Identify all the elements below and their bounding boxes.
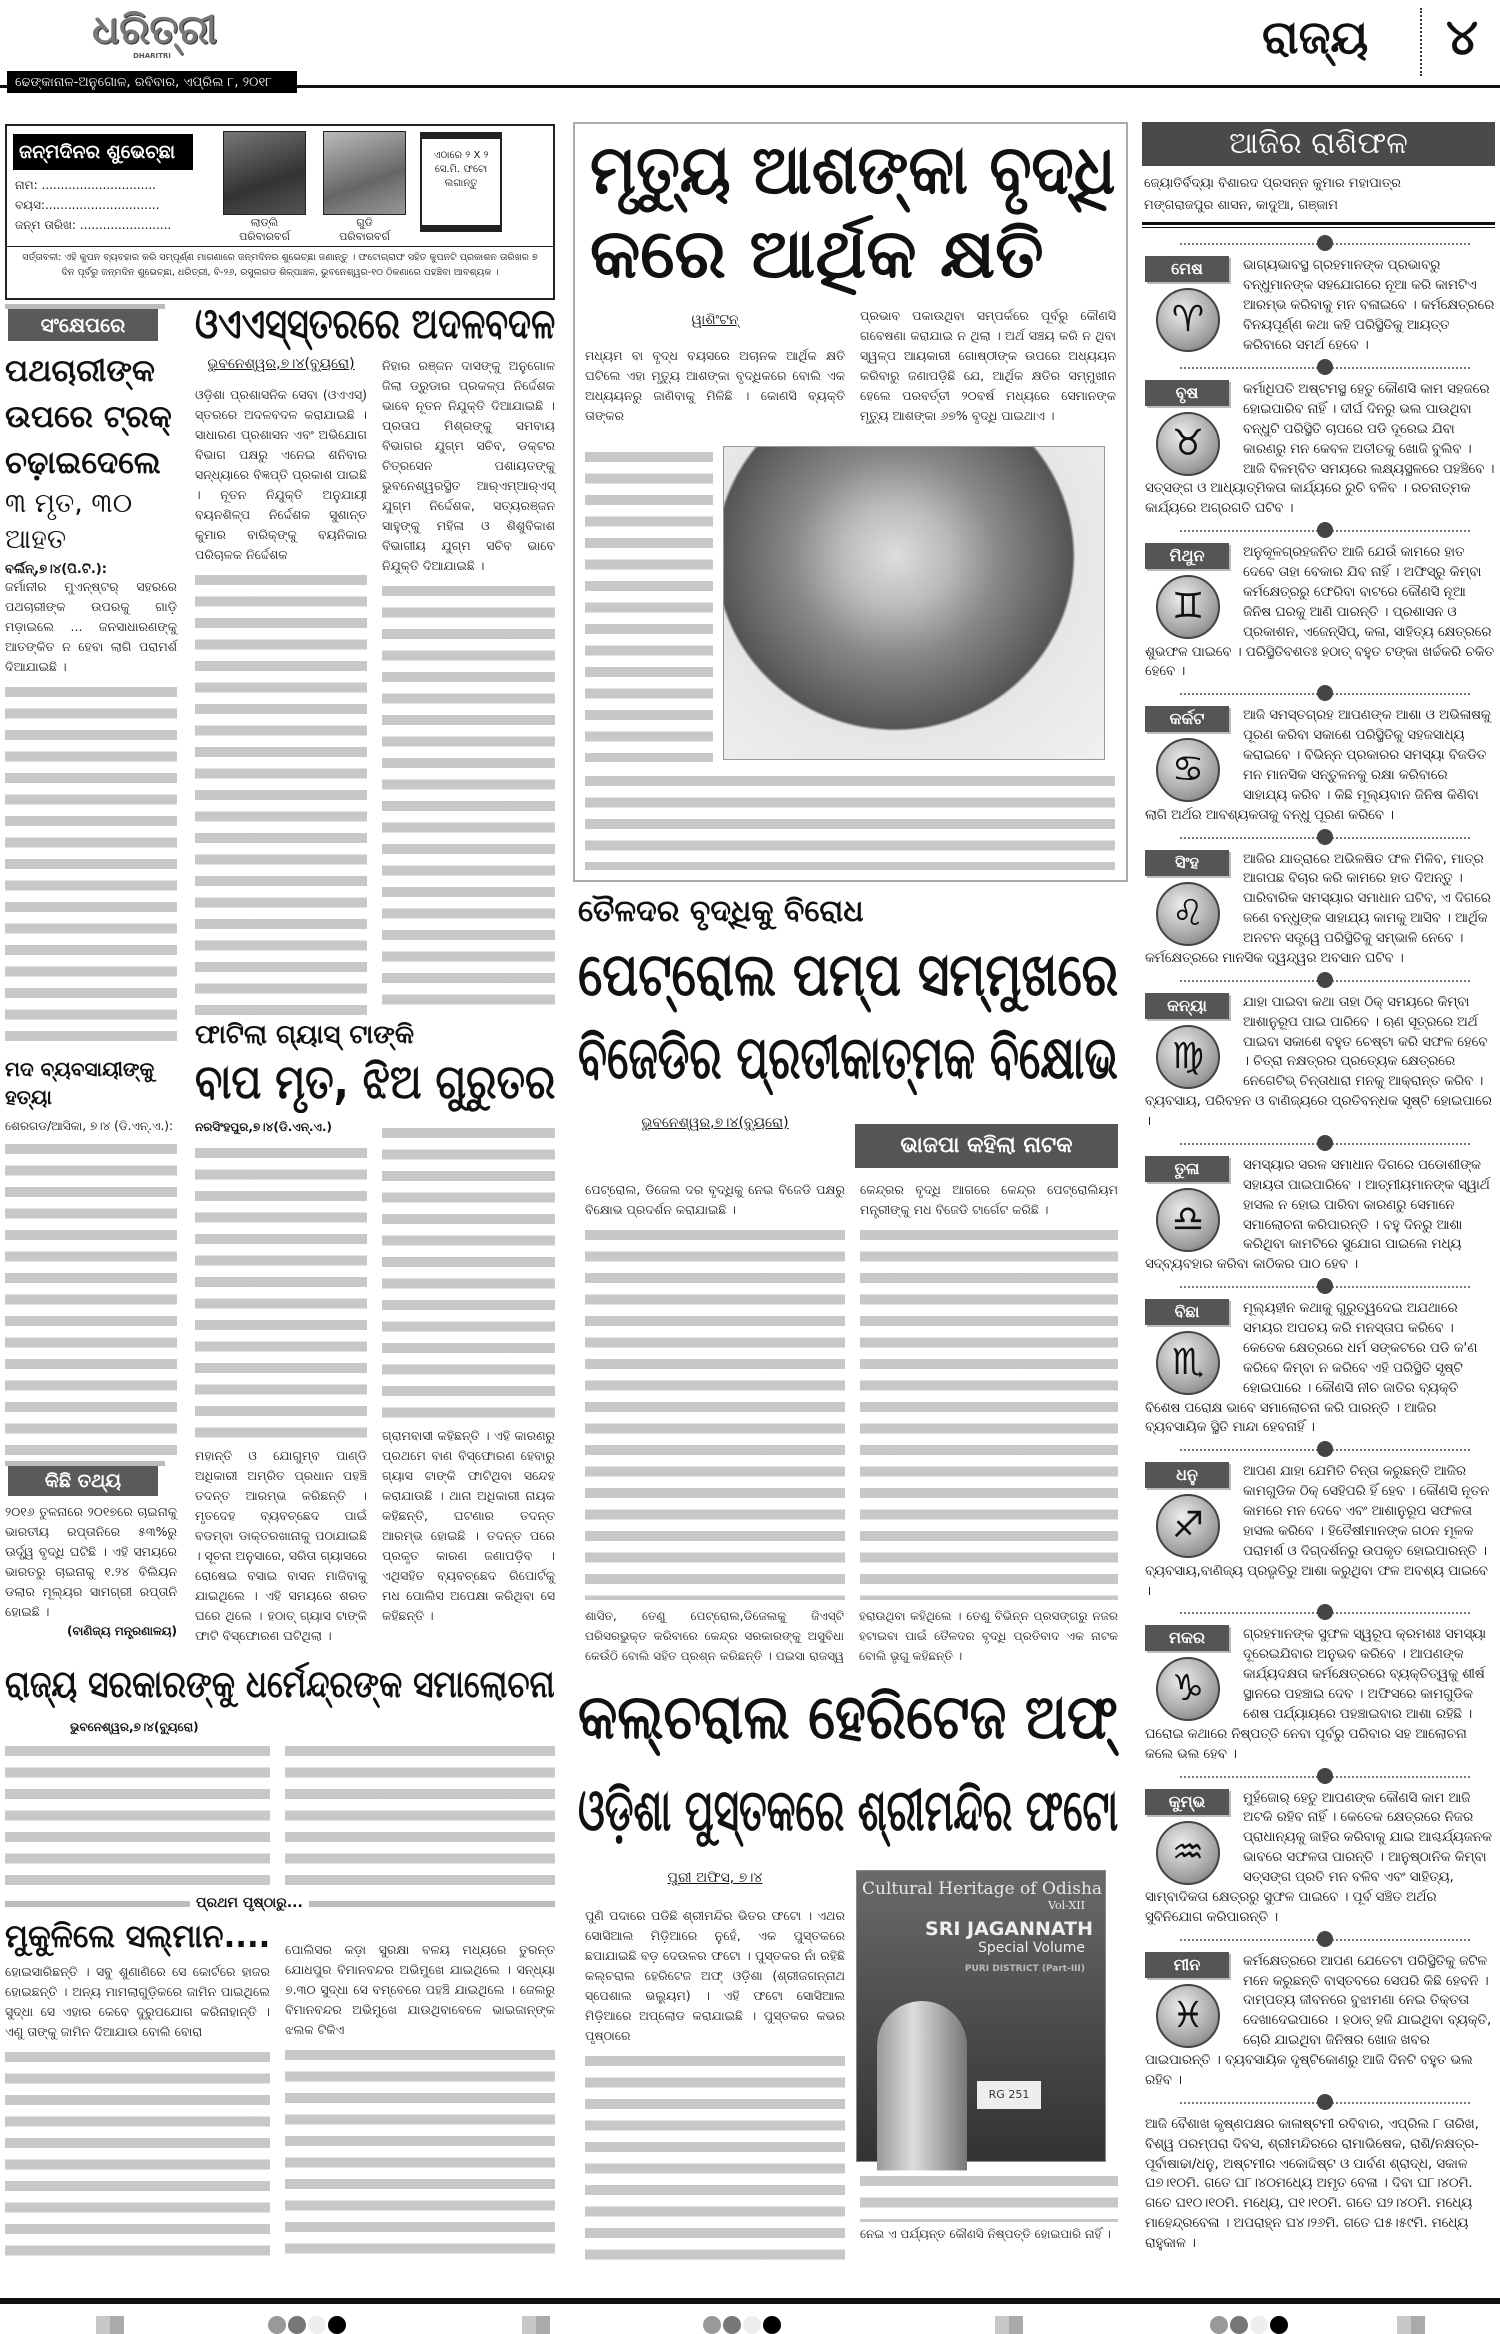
sign-prediction: ଅନୁକୂଳଗ୍ରହଜନିତ ଆଜି ଯେଉଁ କାମରେ ହାତ ଦେବେ ତାହା ବେକାର ଯିବ ନାହିଁ । ଅଫିସ୍‌ରୁ କିମ୍ବା କର୍ମକ୍ଷେତ୍ରରୁ ଫେରିବା ବାଟରେ କୌଣସି ନୂଆ ଜିନିଷ ଘରକୁ ଆଣି ପାରନ୍ତି । ପ୍ରଶାସନ ଓ ପ୍ରକାଶନ, ଏଜେନ୍ସିପ୍, କଳା, ସାହିତ୍ୟ କ୍ଷେତ୍ରରେ ଶୁଭଫଳ ପାଇବେ । ପରିସ୍ଥିତିବଶତଃ ହଠାତ୍ ବହୁତ ଟଙ୍କା ଖର୍ଚ୍ଚକରି ଚକିତ ହେବେ । [1145, 545, 1494, 680]
text-lines [860, 2170, 1118, 2222]
book-cover-photo [856, 1870, 1106, 2162]
sign-prediction: ଯାହା ପାଇବା କଥା ତାହା ଠିକ୍ ସମୟରେ କିମ୍ବା ଆଶାନୁରୂପ ପାଇ ପାରିବେ । ଋଣ ସୂତ୍ରରେ ଅର୍ଥ ପାଇବା ସକାଶେ ବହୁତ ଚେଷ୍ଟା କରି ସଫଳ ହେବେ । ଚିତ୍ରା ନକ୍ଷତ୍ରର ପ୍ରତ୍ୟେକ କ୍ଷେତ୍ରରେ ନେଗେଟିଭ୍ ଚିନ୍ତାଧାରା ମନକୁ ଆକ୍ରାନ୍ତ କରିବ । ବ୍ୟବସାୟ, ପରିବହନ ଓ ବାଣିଜ୍ୟରେ ପ୍ରତିବନ୍ଧକ ସୃଷ୍ଟି ହୋଇପାରେ । [1145, 994, 1492, 1129]
sign-name: ସିଂହ [1145, 850, 1229, 876]
photo-caption: ପରିବାରବର୍ଗ [339, 230, 390, 243]
sign-badge [1145, 256, 1237, 354]
photo-name: ଗୁଡି [356, 216, 373, 229]
salman-headline: ମୁକୁଳିଲେ ସଲ୍‌ମାନ.... [5, 1917, 271, 1955]
birthday-title: ଜନ୍ମଦିନର ଶୁଭେଚ୍ଛା [19, 141, 176, 163]
horoscope-sign [1145, 993, 1495, 1132]
brief-subhead: ୩ ମୃତ, ୩୦ ଆହତ [5, 488, 133, 555]
sign-divider [1145, 519, 1495, 543]
rajya-body-col1 [5, 1740, 270, 1890]
sign-divider [1145, 1132, 1495, 1156]
heritage-body: ନେଇ ଏ ପର୍ଯ୍ୟନ୍ତ କୌଣସି ନିଷ୍ପତ୍ତି ହୋଇପାରି ନାହିଁ । [860, 2227, 1111, 2241]
horoscope-sign [1145, 1156, 1495, 1275]
cancer-icon: ♋ [1156, 738, 1220, 802]
section-divider [1420, 8, 1422, 76]
sign-badge [1145, 993, 1237, 1091]
rashifal-author: ଜ୍ୟୋତିର୍ବିଦ୍ୟା ବିଶାରଦ ପ୍ରସନ୍ନ କୁମାର ମହାପାତ୍ର [1144, 176, 1401, 191]
salman-body-col1 [5, 1962, 270, 2265]
sign-name: କୁମ୍ଭ [1145, 1789, 1229, 1815]
text-lines [382, 580, 555, 1015]
petrol-body-tail: ଶାସିତ, ତେଣୁ ପେଟ୍ରୋଲ,ଡିଜେଲକୁ ଜିଏସ୍‌ଟି ପରିସରଭୁକ୍ତ କରିବାରେ କେନ୍ଦ୍ର ସରକାରଙ୍କୁ ଅସୁବିଧା କେଉଁଠି ବୋଲି ସହିତ ପ୍ରଶ୍ନ କରିଛନ୍ତି । ପଇସା ରାଜସ୍ୱ ହରାଉଥିବା କହିଥିଲେ । ତେଣୁ ବିଭିନ୍ନ ପ୍ରସଙ୍ଗରୁ ନଜର ହଟାଇବା ପାଇଁ ତୈଳଦର ବୃଦ୍ଧି ପ୍ରତିବାଦ ଏକ ନାଟକ ବୋଲି ଭୃଗୁ କହିଛନ୍ତି । [585, 1609, 1118, 1663]
gas-body-col2 [382, 1122, 555, 1632]
oas-body-col2 [382, 356, 555, 1015]
library-tag: RG 251 [977, 2081, 1041, 2109]
coupon-terms: ସର୍ତ୍ତାବଳୀ: ଏହି କୁପନ ବ୍ୟବହାର କରି ସମ୍ପୂର୍ଣ୍ଣ ମାଗଣାରେ ଜନ୍ମଦିନର ଶୁଭେଚ୍ଛା ଜଣାନ୍ତୁ । ଫଟୋଗ୍ରାଫ ସହିତ କୁପନଟି ପ୍ରକାଶନ ତାରିଖର ୭ ଦିନ ପୂର୍ବରୁ ଜନ୍ମଦିନ ଶୁଭେଚ୍ଛା, ଧରିତ୍ରୀ, ବି-୨୬, ରସୁଲଗଡ ଶିଳ୍ପାଞ୍ଚଳ, ଭୁବନେଶ୍ୱର-୧୦ ଠିକଣାରେ ପହଞ୍ଚିବା ଆବଶ୍ୟକ । [7, 246, 553, 298]
bjp-reaction-label [855, 1124, 1118, 1168]
petrol-body-col1 [585, 1180, 845, 1600]
temple-image [877, 2001, 967, 2171]
divider-dot [1317, 972, 1333, 988]
divider-dot [1317, 2094, 1333, 2110]
divider-dot [1317, 685, 1333, 701]
facts-label [8, 1466, 158, 1496]
photo-caption: ପରିବାରବର୍ଗ [239, 230, 290, 243]
heritage-byline: ପୁରୀ ଅଫିସ, ୭।୪ [667, 1870, 763, 1886]
registration-dot [308, 2316, 326, 2334]
text-lines [585, 1224, 845, 1600]
footer-rule [0, 2298, 1500, 2304]
logo-latin: DHARITRI [133, 52, 171, 60]
gas-headline: ବାପ ମୃତ, ଝିଅ ଗୁରୁତର [195, 1054, 556, 1110]
book-title: Cultural Heritage of Odisha [862, 1879, 1103, 1899]
petrol-body-col2 [860, 1180, 1118, 1600]
divider-dot [1317, 1135, 1333, 1151]
sign-name: ମେଷ [1145, 256, 1229, 282]
brief-headline: ପଥଚାରୀଙ୍କ ଉପରେ ଟ୍ରକ୍ ଚଢ଼ାଇଦେଲେ [5, 353, 172, 481]
divider-dot [1317, 1931, 1333, 1947]
registration-dot [1210, 2316, 1228, 2334]
petrol-headline-line1: ପେଟ୍ରୋଲ ପମ୍ପ ସମ୍ମୁଖରେ [578, 940, 1119, 1010]
book-subtitle: SRI JAGANNATH [925, 1918, 1093, 1940]
sign-name: ମୀନ [1145, 1952, 1229, 1978]
sign-divider [1145, 1601, 1495, 1625]
page-number: ୪ [1445, 8, 1479, 66]
capricorn-icon: ♑ [1156, 1657, 1220, 1721]
placeholder-text: ଏଠାରେ ୨ X ୨ ସେ.ମି. ଫଟୋ ଲଗାନ୍ତୁ [433, 150, 489, 189]
aries-icon: ♈ [1156, 288, 1220, 352]
book-district: PURI DISTRICT (Part-III) [964, 1964, 1085, 1974]
dob-field[interactable]: ଜନ୍ମ ତାରିଖ: ........................ [15, 218, 172, 232]
sign-prediction: ଆଜିର ଯାତ୍ରାରେ ଅଭିଳଷିତ ଫଳ ମିଳିବ, ମାତ୍ର ଆଗପଛ ବିଚାର କରି କାମରେ ହାତ ଦିଅନ୍ତୁ । ପାରିବାରିକ ସମସ୍ୟାର ସମାଧାନ ଘଟିବ, ଏ ଦିଗରେ ଜଣେ ବନ୍ଧୁଙ୍କ ସାହାଯ୍ୟ କାମକୁ ଆସିବ । ଆର୍ଥିକ ଅନଟନ ସତ୍ତ୍ୱେ ପରିସ୍ଥିତିକୁ ସମ୍ଭାଳି ନେବେ । କର୍ମକ୍ଷେତ୍ରରେ ମାନସିକ ଦ୍ୱନ୍ଦ୍ୱର ଅବସାନ ଘଟିବ । [1145, 851, 1491, 966]
brief-body: ଜର୍ମାନୀର ମୁଏନ୍‌ଷ୍ଟର୍ ସହରରେ ପଥଚାରୀଙ୍କ ଉପରକୁ ଗାଡ଼ି ମଡ଼ାଇଲେ ... ଜନସାଧାରଣଙ୍କୁ ଆତଙ୍କିତ ନ ହେବା ଲାଗି ପରାମର୍ଶ ଦିଆଯାଇଛି । [5, 579, 177, 674]
sign-badge [1145, 1462, 1237, 1560]
petrol-kicker: ତୈଳଦର ବୃଦ୍ଧିକୁ ବିରୋଧ [578, 894, 864, 929]
heritage-headline-line1: କଲ୍‌ଚରାଲ ହେରିଟେଜ ଅଫ୍ [578, 1680, 1118, 1753]
oas-byline: ଭୁବନେଶ୍ୱର,୭।୪(ବ୍ୟୁରୋ) [207, 356, 355, 372]
sign-name: କର୍କଟ [1145, 706, 1229, 732]
oas-body: ନିହାର ରଞ୍ଜନ ଦାସଙ୍କୁ ଅନୁଗୋଳ ଜିଲା ଡ୍ରୁଡାର ପ୍ରକଳ୍ପ ନିର୍ଦ୍ଦେଶକ ଭାବେ ନୂତନ ନିଯୁକ୍ତି ଦିଆଯାଇଛି । ପ୍ରତାପ ମିଶ୍ରଙ୍କୁ ସମବାୟ ବିଭାଗର ଯୁଗ୍ମ ସଚିବ, ଡକ୍ଟର ଚିତ୍ରସେନ ପଶାୟତଙ୍କୁ ଭୁବନେଶ୍ୱରସ୍ଥିତ ଆର୍‌ଏମ୍‌ଆର୍‌ଏସ୍ ଯୁଗ୍ମ ନିର୍ଦ୍ଦେଶକ, ସତ୍ୟରଞ୍ଜନ ସାହୁଙ୍କୁ ମହିଳା ଓ ଶିଶୁବିକାଶ ବିଭାଗୀୟ ଯୁଗ୍ମ ସଚିବ ଭାବେ ନିଯୁକ୍ତି ଦିଆଯାଇଛି । [382, 358, 555, 573]
birthday-title-box [13, 134, 193, 170]
scorpio-icon: ♏ [1156, 1331, 1220, 1395]
facts-source: (ବାଣିଜ୍ୟ ମନ୍ତ୍ରଣାଳୟ) [66, 1624, 177, 1638]
divider-dot [1317, 1768, 1333, 1784]
age-field[interactable]: ବୟସ:.............................. [15, 198, 160, 212]
facts-body: ୨୦୧୬ ତୁଳନାରେ ୨୦୧୭ରେ ଚାଇନାକୁ ଭାରତୀୟ ରପ୍ତାନିରେ ୫୩%ରୁ ଊର୍ଦ୍ଧ୍ୱ ବୃଦ୍ଧି ଘଟିଛି । ଏହି ସମୟରେ ଭାରତରୁ ଚାଇନାକୁ ୧.୨୪ ବିଲିୟନ ଡଲାର ମୂଲ୍ୟର ସାମଗ୍ରୀ ରପ୍ତାନି ହୋଇଛି । [5, 1504, 177, 1619]
registration-dot [763, 2316, 781, 2334]
horoscope-sign [1145, 850, 1495, 969]
rashifal-signs [1145, 232, 1495, 2254]
horoscope-sign [1145, 380, 1495, 519]
book-edition: Special Volume [978, 1940, 1085, 1956]
petrol-body: କେନ୍ଦ୍ରର ବୃଦ୍ଧି ଆଗରେ କେନ୍ଦ୍ର ପେଟ୍ରୋଲିୟମ ମନ୍ତ୍ରୀଙ୍କୁ ମଧ ବିଜେଡି ଟାର୍ଗେଟ କରିଛି । [860, 1182, 1118, 1217]
sign-divider [1145, 1438, 1495, 1462]
mortality-body: ମଧ୍ୟମ ବା ବୃଦ୍ଧ ବୟସରେ ଅଚାନକ ଆର୍ଥିକ କ୍ଷତି ଘଟିଲେ ଏହା ମୃତ୍ୟୁ ଆଶଙ୍କା ବୃଦ୍ଧିକରେ ବୋଲି ଏକ ଅଧ୍ୟୟନରୁ ଜାଣିବାକୁ ମିଳିଛି । କୋଣସି ବ୍ୟକ୍ତି ତାଙ୍କର [585, 348, 845, 423]
horoscope-sign [1145, 1789, 1495, 1928]
sign-divider [1145, 1928, 1495, 1952]
rashifal-double-rule [1142, 222, 1495, 228]
sagittarius-icon: ♐ [1156, 1494, 1220, 1558]
rashifal-address: ମଙ୍ଗରାଜପୁର ଶାସନ, କାଦୁଆ, ଗଞ୍ଜାମ [1144, 198, 1338, 213]
sign-prediction: କର୍ମାଧିପତି ଅଷ୍ଟମସ୍ଥ ହେତୁ କୌଣସି କାମ ସହଜରେ ହୋଇପାରିବ ନାହିଁ । ଦୀର୍ଘ ଦିନରୁ ଭଲ ପାଉଥିବା ବନ୍ଧୁଟି ପରିସ୍ଥିତି ଚାପରେ ପଡି ଦୂରେଇ ଯିବା କାରଣରୁ ମନ କେବଳ ଅତୀତକୁ ଖୋଜି ବୁଲିବ । ଆଜି ବିଳମ୍ବିତ ସମୟରେ ଲକ୍ଷ୍ୟସ୍ଥଳରେ ପହଞ୍ଚିବେ । ସତ୍‌ସଙ୍ଗ ଓ ଆଧ୍ୟାତ୍ମିକତା କାର୍ଯ୍ୟରେ ରୁଚି ବଳିବ । ରଚନାତ୍ମକ କାର୍ଯ୍ୟରେ ଅଗ୍ରଗତି ଘଟିବ । [1145, 382, 1495, 517]
petrol-headline-line2: ବିଜେଡିର ପ୍ରତୀକାତ୍ମକ ବିକ୍ଷୋଭ [578, 1023, 1118, 1093]
rajya-headline: ରାଜ୍ୟ ସରକାରଙ୍କୁ ଧର୍ମେନ୍ଦ୍ରଙ୍କ ସମାଲୋଚନା [5, 1662, 555, 1706]
sign-prediction: ଗ୍ରହମାନଙ୍କ ସୁଫଳ ସ୍ୱରୂପ କ୍ରମଶଃ ସମସ୍ୟା ଦୂରେଇଯିବାର ଅନୁଭବ କରିବେ । ଆପଣଙ୍କ କାର୍ଯ୍ୟଦକ୍ଷତା କର୍ମକ୍ଷେତ୍ରରେ ବ୍ୟକ୍ତିତ୍ୱକୁ ଶୀର୍ଷ ସ୍ଥାନରେ ପହଞ୍ଚାଇ ଦେବ । ଅଫିସରେ କାମଗୁଡିକ ଶେଷ ପର୍ଯ୍ୟାୟରେ ପହଞ୍ଚାଇବାର ଆଶା ରହିଛି । ଘରୋଇ କଥାରେ ନିଷ୍ପତ୍ତି ନେବା ପୂର୍ବରୁ ପରିବାର ସହ ଆଲୋଚନା କଲେ ଭଲ ହେବ । [1145, 1627, 1487, 1762]
divider-dot [1317, 829, 1333, 845]
mortality-body-col2 [860, 306, 1116, 426]
sign-badge [1145, 1156, 1237, 1254]
heritage-body-col2 [860, 2170, 1118, 2266]
text-lines [195, 1142, 367, 1442]
divider-dot [1317, 1441, 1333, 1457]
rashifal-title: ଆଜିର ରାଶିଫଳ [1229, 126, 1408, 161]
text-lines [5, 681, 177, 1048]
gas-body-col1 [195, 1142, 368, 1643]
book-volume: Vol-XII [1048, 1899, 1085, 1912]
registration-dot [268, 2316, 286, 2334]
registration-dot [743, 2316, 761, 2334]
sign-divider [1145, 826, 1495, 850]
virgo-icon: ♍ [1156, 1025, 1220, 1089]
sign-name: ତୁଳା [1145, 1156, 1229, 1182]
aquarius-icon: ♒ [1156, 1821, 1220, 1885]
edition-date-bar [7, 71, 297, 93]
mortality-byline: ୱାଶିଂଟନ୍ [691, 312, 739, 328]
text-lines [195, 569, 367, 1015]
sign-name: ଧନୁ [1145, 1462, 1229, 1488]
birthday-coupon [5, 124, 555, 300]
facts-box [5, 1502, 177, 1652]
gemini-icon: ♊ [1156, 575, 1220, 639]
salman-body: ହୋଇସାରିଛନ୍ତି । ସବୁ ଶୁଣାଣିରେ ସେ କୋର୍ଟରେ ହାଜର ହୋଇଛନ୍ତି । ଅନ୍ୟ ମାମଲାଗୁଡ଼ିକରେ ଜାମିନ ପାଇଥିଲେ ସୁଦ୍ଧା ସେ ଏହାର କେବେ ଦୁରୁପଯୋଗ କରିନାହାନ୍ତି । ଏଣୁ ତାଙ୍କୁ ଜାମିନ ଦିଆଯାଉ ବୋଲି ବୋରା [5, 1964, 270, 2039]
text-lines [285, 2044, 555, 2265]
divider-dot [1317, 235, 1333, 251]
oas-body: ଓଡ଼ିଶା ପ୍ରଶାସନିକ ସେବା (ଓଏଏସ୍) ସ୍ତରରେ ଅଦଳବଦଳ କରାଯାଇଛି । ସାଧାରଣ ପ୍ରଶାସନ ଏବଂ ଅଭିଯୋଗ ବିଭାଗ ପକ୍ଷରୁ ଏନେଇ ଶନିବାର ସନ୍ଧ୍ୟାରେ ବିଜ୍ଞପ୍ତି ପ୍ରକାଶ ପାଇଛି । ନୂତନ ନିଯୁକ୍ତି ଅନୁଯାୟୀ ବୟନଶିଳ୍ପ ନିର୍ଦ୍ଦେଶକ ସୁଶାନ୍ତ କୁମାର ବାରିକ୍‌ଙ୍କୁ ବୟନିକାର ପରିଚାଳକ ନିର୍ଦ୍ଦେଶକ [195, 387, 367, 562]
facts-label-text: କିଛି ତଥ୍ୟ [44, 1470, 122, 1492]
sign-divider [1145, 232, 1495, 256]
registration-dot [1250, 2316, 1268, 2334]
briefs-label [8, 309, 158, 341]
horoscope-sign [1145, 1625, 1495, 1764]
stressed-man-photo [723, 446, 1105, 760]
mortality-headline-line1: ମୃତ୍ୟୁ ଆଶଙ୍କା ବୃଦ୍ଧି [590, 131, 1116, 210]
section-title: ରାଜ୍ୟ [1262, 10, 1369, 64]
registration-square [995, 2316, 1023, 2334]
briefs-label-text: ସଂକ୍ଷେପରେ [40, 313, 126, 337]
sign-badge [1145, 1625, 1237, 1723]
sign-prediction: କର୍ମକ୍ଷେତ୍ରରେ ଆପଣ ଯେତେଟା ପରିସ୍ଥିତିକୁ ଜଟିଳ ମନେ କରୁଛନ୍ତି ବାସ୍ତବରେ ସେପରି କିଛି ହେବନି । ଦାମ୍ପତ୍ୟ ଜୀବନରେ ବୁଝାମଣା ନେଇ ତିକ୍ତତା ଦେଖାଦେଇପାରେ । ହଠାତ୍ ହଜି ଯାଇଥିବା ବ୍ୟକ୍ତି, ଚୋରି ଯାଇଥିବା ଜିନିଷର ଖୋଜ ଖବର ପାଇପାରନ୍ତି । ବ୍ୟବସାୟିକ ଦୃଷ୍ଟିକୋଣରୁ ଆଜି ଦିନଟି ବହୁତ ଭଲ ରହିବ । [1145, 1953, 1492, 2088]
horoscope-sign [1145, 256, 1495, 356]
heritage-headline-line2: ଓଡ଼ିଶା ପୁସ୍ତକରେ ଶ୍ରୀମନ୍ଦିର ଫଟୋ [578, 1776, 1119, 1844]
sign-name: କନ୍ୟା [1145, 993, 1229, 1019]
petrol-body: ପେଟ୍ରୋଲ, ଡିଜେଲ ଦର ବୃଦ୍ଧିକୁ ନେଇ ବିଜେଡି ପକ୍ଷରୁ ବିକ୍ଷୋଭ ପ୍ରଦର୍ଶନ କରାଯାଇଛି । [585, 1182, 845, 1217]
petrol-byline: ଭୁବନେଶ୍ୱର,୭।୪(ବ୍ୟୁରୋ) [641, 1115, 789, 1131]
salman-body-col2 [285, 1940, 555, 2265]
sign-divider [1145, 2091, 1495, 2115]
name-field[interactable]: ନାମ: .............................. [15, 178, 156, 192]
sign-prediction: ଭାଗ୍ୟଭାବସ୍ଥ ଗ୍ରହମାନଙ୍କ ପ୍ରଭାବରୁ ବନ୍ଧୁମାନଙ୍କ ସହଯୋଗରେ ନୂଆ କରି କାମଟିଏ ଆରମ୍ଭ କରିବାକୁ ମନ ବଳାଇବେ । କର୍ମକ୍ଷେତ୍ରରେ ବିନୟପୂର୍ଣ୍ଣ କଥା କହି ପରିସ୍ଥିତିକୁ ଆୟତ୍ତ କରିବାରେ ସମର୍ଥ ହେବେ । [1243, 258, 1495, 353]
bjp-reaction-text: ଭାଜପା କହିଲା ନାଟକ [900, 1133, 1073, 1158]
registration-dot [723, 2316, 741, 2334]
child-photo [223, 131, 306, 215]
text-lines [585, 2050, 845, 2266]
sign-divider [1145, 969, 1495, 993]
panchang-text: ଆଜି ବୈଶାଖ କୃଷ୍ଣପକ୍ଷର କାଳାଷ୍ଟମୀ ରବିବାର, ଏପ୍ରିଲ ୮ ତାରିଖ, ବିଶ୍ୱ ପରମ୍ପରା ଦିବସ, ଶ୍ରୀମନ୍ଦିରରେ ରାମାଭିଷେକ, ରାଶି/ନକ୍ଷତ୍ର- ପୂର୍ବାଷାଢା/ଧନୁ, ଅଷ୍ଟମୀର ଏକୋଦ୍ଦିଷ୍ଟ ଓ ପାର୍ବଣ ଶ୍ରାଦ୍ଧ, ସକାଳ ଘ୭।୧୦ମି. ଗତେ ଘ୮।୪୦ମଧ୍ୟେ ଅମୃତ ବେଳା । ଦିବା ଘ୮।୪୦ମି. ଗତେ ଘ୧୦।୧୦ମି. ମଧ୍ୟେ, ଘ୧।୧୦ମି. ଗତେ ଘ୨।୪୦ମି. ମଧ୍ୟେ ମାହେନ୍ଦ୍ରବେଳା । ଅପରାହ୍ନ ଘ୪।୨୬ମି. ଗତେ ଘ୫।୫୯ମି. ମଧ୍ୟେ ରାହୁକାଳ । [1145, 2116, 1479, 2251]
brief-story-truck [5, 348, 177, 1048]
registration-square [1397, 2316, 1425, 2334]
sign-badge [1145, 1299, 1237, 1397]
text-lines [860, 1224, 1118, 1600]
text-lines [5, 2046, 270, 2265]
mortality-headline-line2: କରେ ଆର୍ଥିକ କ୍ଷତି [590, 215, 1044, 294]
child-photo [323, 131, 406, 215]
sign-badge [1145, 850, 1237, 948]
sign-badge [1145, 543, 1237, 641]
sign-badge [1145, 380, 1237, 478]
sign-divider [1145, 1765, 1495, 1789]
gas-kicker: ଫାଟିଲା ଗ୍ୟାସ୍ ଟାଙ୍କି [195, 1020, 415, 1050]
horoscope-sign [1145, 543, 1495, 682]
divider-dot [1317, 1604, 1333, 1620]
gas-body: ମହାନ୍ତି ଓ ଯୋଗୁମ୍ବ ପାଣ୍ଡି ଅଧିକାରୀ ଅମ୍ରିତ ପ୍ରଧାନ ପହଞ୍ଚି ତଦନ୍ତ ଆରମ୍ଭ କରିଛନ୍ତି । ମୃତଦେହ ବ୍ୟବଚ୍ଛେଦ ପାଇଁ ବଡମ୍ବା ଡାକ୍ତରଖାନାକୁ ପଠାଯାଇଛି । ସୂଚନା ଅନୁସାରେ, ସରିତା ଗ୍ୟାସରେ ରୋଷେଇ ବସାଇ ବାସନ ମାଜିବାକୁ ଯାଇଥିଲେ । ଏହି ସମୟରେ ଶରତ ଘରେ ଥିଲେ । ହଠାତ୍ ଗ୍ୟାସ ଟାଙ୍କି ଫାଟି ବିସ୍ଫୋରଣ ଘଟିଥିଲା । [195, 1448, 368, 1643]
sign-prediction: ମୂଲ୍ୟହୀନ କଥାକୁ ଗୁରୁତ୍ୱଦେଇ ଅଯଥାରେ ସମୟର ଅପଚୟ କରି ମନସ୍ତାପ କରିବେ । କେତେକ କ୍ଷେତ୍ରରେ ଧର୍ମ ସଙ୍କଟରେ ପଡି କ'ଣ କରିବେ କିମ୍ବା ନ କରିବେ ଏହି ପରିସ୍ଥିତି ସୃଷ୍ଟି ହୋଇପାରେ । କୌଣସି ନୀଚ ଜାତିର ବ୍ୟକ୍ତି ବିଶେଷ ପରୋକ୍ଷ ଭାବେ ସମାଲୋଚନା କରି ପାରନ୍ତି । ଆଜିର ବ୍ୟବସାୟିକ ସ୍ଥିତି ମାନ୍ଦା ହେବନାହିଁ । [1145, 1301, 1478, 1436]
divider-dot [1317, 359, 1333, 375]
registration-dot [328, 2316, 346, 2334]
heritage-body-col1 [585, 1906, 845, 2266]
rashifal-header [1142, 122, 1495, 166]
gas-body: ଗ୍ରାମବାସୀ କହିଛନ୍ତି । ଏହି କାରଣରୁ ପ୍ରଥମେ ବାଣ ବିସ୍ଫୋରଣ ହେବାରୁ ଗ୍ୟାସ ଟାଙ୍କି ଫାଟିଥିବା ସନ୍ଦେହ କରାଯାଉଛି । ଥାନା ଅଧିକାରୀ ନାୟକ କହିଛନ୍ତି, ଘଟଣାର ତଦନ୍ତ ଆରମ୍ଭ ହୋଇଛି । ତଦନ୍ତ ପରେ ପ୍ରକୃତ କାରଣ ଜଣାପଡ଼ିବ । ଏଥିସହିତ ବ୍ୟବଚ୍ଛେଦ ରିପୋର୍ଟକୁ ମଧ ପୋଲିସ ଅପେକ୍ଷା କରିଥିବା ସେ କହିଛନ୍ତି । [382, 1428, 555, 1623]
sign-badge [1145, 706, 1237, 804]
brief-dateline: ଶେରଗଡ/ଆସିକା, ୭।୪ (ଡି.ଏନ୍.ଏ.): [5, 1119, 173, 1133]
mortality-body: ପ୍ରଭାବ ପକାଉଥିବା ସମ୍ପର୍କରେ ପୂର୍ବରୁ କୌଣସି ଗବେଷଣା କରାଯାଇ ନ ଥିଲା । ଅର୍ଥ ସଞ୍ଚୟ କରି ନ ଥିବା ସ୍ୱଳ୍ପ ଆୟକାରୀ ଗୋଷ୍ଠୀଙ୍କ ଉପରେ ଅଧ୍ୟୟନ କରିବାରୁ ଜଣାପଡ଼ିଛି ଯେ, ଆର୍ଥିକ କ୍ଷତିର ସମ୍ମୁଖୀନ ହେଲେ ପରବର୍ତ୍ତୀ ୨୦ବର୍ଷ ମଧ୍ୟରେ ସେମାନଙ୍କ ମୃତ୍ୟୁ ଆଶଙ୍କା ୬୭% ବୃଦ୍ଧି ପାଇଥାଏ । [860, 308, 1116, 423]
sign-prediction: ଆଜି ସମସ୍ତଗ୍ରହ ଆପଣଙ୍କ ଆଶା ଓ ଅଭିଳାଷକୁ ପୂରଣ କରିବା ସକାଶେ ପରିସ୍ଥିତିକୁ ସହଜସାଧ୍ୟ କରାଇବେ । ବିଭିନ୍ନ ପ୍ରକାରର ସମସ୍ୟା ବିଜଡିତ ମନ ମାନସିକ ସନ୍ତୁଳନକୁ ରକ୍ଷା କରିବାରେ ସାହାଯ୍ୟ କରିବ । କିଛି ମୂଲ୍ୟବାନ ଜିନିଷ କିଣିବା ଲାଗି ଅର୍ଥର ଆବଶ୍ୟକତାକୁ ବନ୍ଧୁ ପୂରଣ କରିବେ । [1145, 708, 1491, 823]
oas-body-col1 [195, 385, 367, 1015]
oas-headline: ଓଏଏସ୍‌ସ୍ତରରେ ଅଦଳବଦଳ [195, 299, 556, 348]
text-lines [382, 1122, 555, 1422]
registration-dot [1230, 2316, 1248, 2334]
divider-dot [1317, 1278, 1333, 1294]
horoscope-sign [1145, 1462, 1495, 1601]
sign-badge [1145, 1952, 1237, 2050]
rajya-body-col2 [285, 1740, 555, 1890]
sign-divider [1145, 682, 1495, 706]
brief-dateline: ବର୍ଲିନ୍,୭।୪(ପି.ଟି.): [5, 562, 107, 577]
registration-dot [1270, 2316, 1288, 2334]
pisces-icon: ♓ [1156, 1984, 1220, 2048]
horoscope-sign [1145, 1952, 1495, 2091]
taurus-icon: ♉ [1156, 412, 1220, 476]
registration-square [96, 2316, 124, 2334]
registration-dot [288, 2316, 306, 2334]
continued-label: ପ୍ରଥମ ପୃଷ୍ଠାରୁ... [190, 1894, 309, 1912]
mortality-body-bottom [585, 770, 1115, 870]
sign-prediction: ସମସ୍ୟାର ସରଳ ସମାଧାନ ଦିଗରେ ପଡୋଶୀଙ୍କ ସହାୟତା ପାଇପାରିବେ । ଆତ୍ମୀୟମାନଙ୍କ ସ୍ୱାର୍ଥ ହାସଲ ନ ହୋଇ ପାରିବା କାରଣରୁ ସେମାନେ ସମାଲୋଚନା କରିପାରନ୍ତି । ବହୁ ଦିନରୁ ଆଶା କରିଥିବା କାମଟିରେ ସୁଯୋଗ ପାଇଲେ ମଧ୍ୟ ସଦ୍‌ବ୍ୟବହାର କରିବା କାଠିକର ପାଠ ହେବ । [1145, 1157, 1490, 1273]
heritage-body: ପୁଣି ପଦାରେ ପଡିଛି ଶ୍ରୀମନ୍ଦିର ଭିତର ଫଟୋ । ଏଥର ସୋସିଆଲ ମିଡ଼ିଆରେ ନୁହେଁ, ଏକ ପୁସ୍ତକରେ ଛପାଯାଇଛି ବଡ଼ ଦେଉଳର ଫଟୋ । ପୁସ୍ତକର ନାଁ ରହିଛି କଲ୍‌ଚରାଲ ହେରିଟେଜ ଅଫ୍ ଓଡ଼ିଶା (ଶ୍ରୀଜଗନ୍ନାଥ ସ୍ପେଶାଲ ଭଲ୍ୟୁମ) । ଏହି ଫଟୋ ସୋସିଆଲ ମିଡ଼ିଆରେ ଅପ୍‌ଲୋଡ କରାଯାଇଛି । ପୁସ୍ତକର କଭର ପୃଷ୍ଠାରେ [585, 1908, 845, 2043]
logo-text: ଧରିତ୍ରୀ [92, 7, 217, 53]
rajya-byline: ଭୁବନେଶ୍ୱର,୭।୪(ବ୍ୟୁରୋ) [70, 1720, 199, 1734]
sign-name: ବୃଷ [1145, 380, 1229, 406]
photo-name: ଲାଡ୍‌ଲି [250, 216, 279, 229]
horoscope-sign [1145, 1299, 1495, 1438]
horoscope-sign [1145, 706, 1495, 825]
mortality-body-wrap [585, 446, 713, 762]
brief-headline: ମଦ ବ୍ୟବସାୟୀଙ୍କୁ ହତ୍ୟା [5, 1057, 155, 1109]
registration-square [522, 2316, 550, 2334]
gas-byline: ନରସିଂହପୁର,୭।୪(ଡି.ଏନ୍.ଏ.) [195, 1120, 333, 1134]
masthead-logo [92, 4, 217, 66]
brief-story-murder [5, 1055, 177, 1455]
libra-icon: ♎ [1156, 1188, 1220, 1252]
edition-date: ଢେଙ୍କାନାଳ-ଅନୁଗୋଳ, ରବିବାର, ଏପ୍ରିଲ ୮, ୨୦୧୮ [15, 75, 273, 90]
photo-placeholder [420, 132, 502, 232]
text-lines [5, 1138, 177, 1455]
sign-prediction: ମୁହଁଜୋର୍ ହେତୁ ଆପଣଙ୍କ କୌଣସି କାମ ଆଜି ଅଟକି ରହିବ ନାହିଁ । କେତେକ କ୍ଷେତ୍ରରେ ନିଜର ପ୍ରାଧାନ୍ୟକୁ ଜାହିର କରିବାକୁ ଯାଇ ଆଶ୍ଚର୍ଯ୍ୟଜନକ ଭାବରେ ସଫଳତା ପାରନ୍ତି । ଆନୁଷ୍ଠାନିକ କିମ୍ବା ସତ୍‌ସଙ୍ଗ ପ୍ରତି ମନ ବଳିବ ଏବଂ ସାହିତ୍ୟ, ସାମ୍ବାଦିକତା କ୍ଷେତ୍ରରୁ ସୁଫଳ ପାଇବେ । ପୂର୍ବ ସଞ୍ଚିତ ଅର୍ଥର ସୁବିନିଯୋଗ କରିପାରନ୍ତି । [1145, 1790, 1492, 1925]
sign-name: ମିଥୁନ [1145, 543, 1229, 569]
divider-dot [1317, 522, 1333, 538]
sign-prediction: ଆପଣ ଯାହା ଯେମିତି ଚିନ୍ତା କରୁଛନ୍ତି ଆଜିର କାମଗୁଡିକ ଠିକ୍ ସେହିପରି ହିଁ ହେବ । କୌଣସି ନୂତନ କାମରେ ମନ ଦେବେ ଏବଂ ଆଶାନୁରୂପ ସଫଳତା ହାସଲ କରିବେ । ହିତୈଷୀମାନଙ୍କ ଗଠନ ମୂଳକ ପରାମର୍ଶ ଓ ଦିଗ୍‌ଦର୍ଶନରୁ ଉପକୃତ ହୋଇପାରନ୍ତି । ବ୍ୟବସାୟ,ବାଣିଜ୍ୟ ପ୍ରଭୃତିରୁ ଆଶା କରୁଥିବା ଫଳ ଅବଶ୍ୟ ପାଇବେ । [1145, 1464, 1490, 1599]
sign-name: ମକର [1145, 1625, 1229, 1651]
sign-divider [1145, 356, 1495, 380]
registration-dot [703, 2316, 721, 2334]
sign-divider [1145, 1275, 1495, 1299]
sign-badge [1145, 1789, 1237, 1887]
sign-name: ବିଛା [1145, 1299, 1229, 1325]
leo-icon: ♌ [1156, 882, 1220, 946]
salman-body: ପୋଲିସର କଡ଼ା ସୁରକ୍ଷା ବଳୟ ମଧ୍ୟରେ ତୁରନ୍ତ ଯୋଧପୁର ବିମାନବନ୍ଦର ଅଭିମୁଖେ ଯାଇଥିଲେ । ସନ୍ଧ୍ୟା ୭.୩୦ ସୁଦ୍ଧା ସେ ବମ୍ବେରେ ପହଞ୍ଚି ଯାଇଥିଲେ । ଜେଲରୁ ବିମାନବନ୍ଦର ଅଭିମୁଖେ ଯାଉଥିବାବେଳେ ଭାଇଜାନ୍‌ଙ୍କ ଝଲକ ଟିକିଏ [285, 1942, 555, 2037]
